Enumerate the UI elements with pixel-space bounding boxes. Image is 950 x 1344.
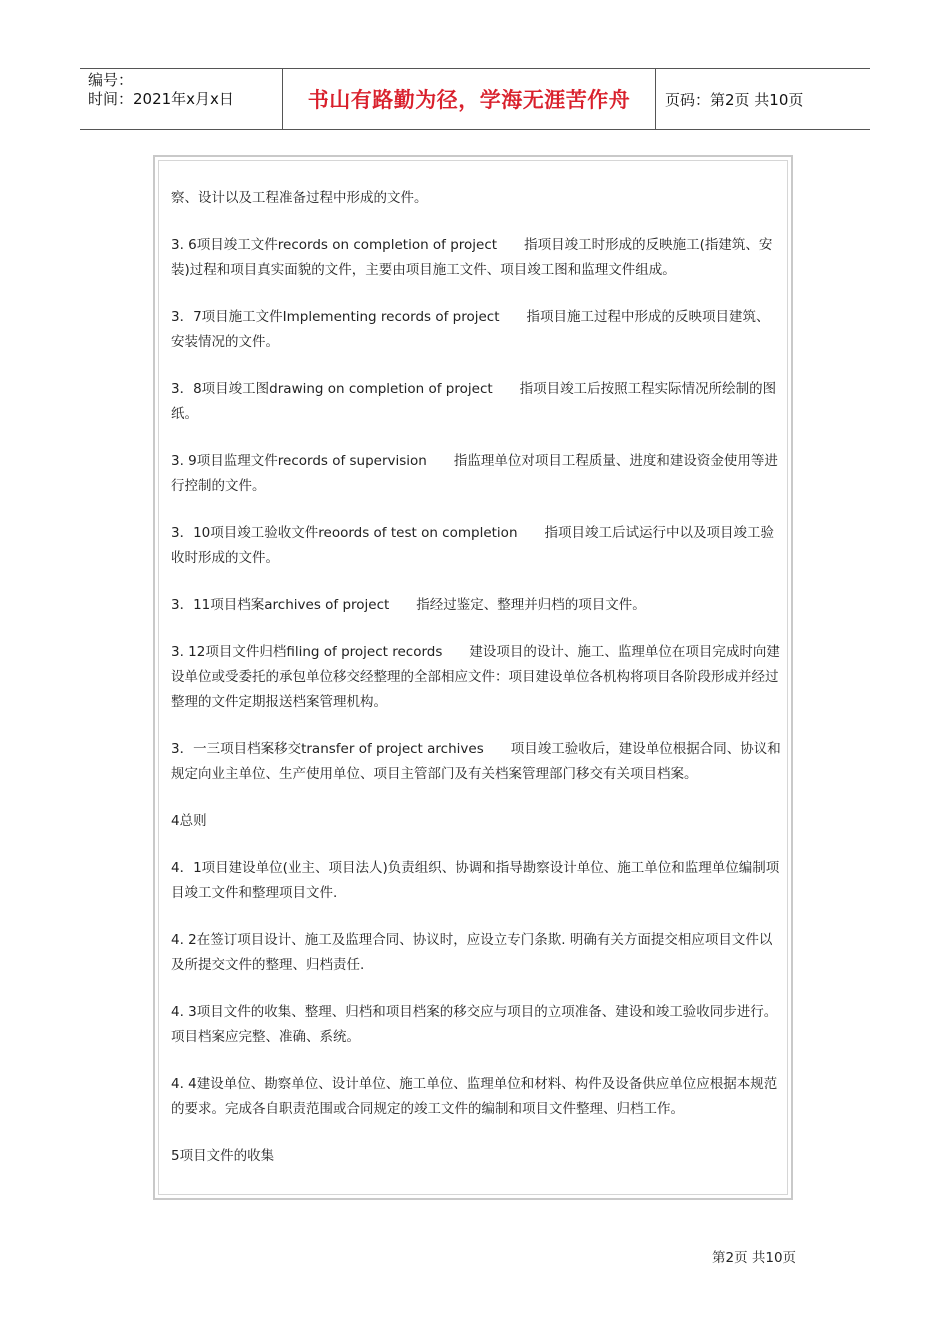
body-paragraph: 4. 2在签订项目设计、施工及监理合同、协议时，应设立专门条欺. 明确有关方面提交相应项目文件以及所提交文件的整理、归档责任. xyxy=(171,932,773,973)
section-heading: 5项目文件的收集 xyxy=(171,1148,275,1164)
header-page-info: 页码：第2页 共10页 xyxy=(665,90,804,109)
body-paragraph: 3. 9项目监理文件records of supervision 指监理单位对项目工程质量、进度和建设资金使用等进行控制的文件。 xyxy=(171,453,778,494)
body-paragraph: 3．10项目竣工验收文件reoords of test on completion 指项目竣工后试运行中以及项目竣工验收时形成的文件。 xyxy=(171,525,774,566)
body-paragraph: 3．7项目施工文件Implementing records of project 指项目施工过程中形成的反映项目建筑、安装情况的文件。 xyxy=(171,309,770,350)
header-divider xyxy=(655,69,656,129)
document-number-label: 编号： xyxy=(88,71,134,89)
body-paragraph: 察、设计以及工程准备过程中形成的文件。 xyxy=(171,190,428,206)
body-paragraph: 3．8项目竣工图drawing on completion of project 指项目竣工后按照工程实际情况所绘制的图纸。 xyxy=(171,381,777,422)
body-paragraph: 3. 6项目竣工文件records on completion of project 指项目竣工时形成的反映施工(指建筑、安装)过程和项目真实面貌的文件，主要由项目施工文件、项目竣工图和监理文件组成。 xyxy=(171,237,773,278)
page-header xyxy=(80,68,870,130)
body-paragraph: 4. 4建设单位、勘察单位、设计单位、施工单位、监理单位和材料、构件及设备供应单位应根据本规范的要求。完成各自职责范围或合同规定的竣工文件的编制和项目文件整理、归档工作。 xyxy=(171,1076,778,1117)
body-paragraph: 3．一三项目档案移交transfer of project archives 项目竣工验收后，建设单位根据合同、协议和规定向业主单位、生产使用单位、项目主管部门及有关档案管理部门移交有关项目档案。 xyxy=(171,741,781,782)
section-heading: 4总则 xyxy=(171,813,207,829)
body-paragraph: 3．11项目档案archives of project 指经过鉴定、整理并归档的项目文件。 xyxy=(171,597,646,613)
body-paragraph: 3. 12项目文件归档filing of project records 建设项目的设计、施工、监理单位在项目完成时向建设单位或受委托的承包单位移交经整理的全部相应文件：项目建设单位各机构将项目各阶段形成并经过整理的文件定期报送档案管理机构。 xyxy=(171,644,780,710)
document-date: 时间：2021年x月x日 xyxy=(88,90,234,108)
footer-page-info: 第2页 共10页 xyxy=(712,1250,797,1266)
document-body xyxy=(171,186,781,1191)
body-paragraph: 4．1项目建设单位(业主、项目法人)负责组织、协调和指导勘察设计单位、施工单位和监理单位编制项目竣工文件和整理项目文件. xyxy=(171,860,780,901)
header-motto: 书山有路勤为径，学海无涯苦作舟 xyxy=(307,88,631,112)
body-paragraph: 4. 3项目文件的收集、整理、归档和项目档案的移交应与项目的立项准备、建设和竣工验收同步进行。项目档案应完整、准确、系统。 xyxy=(171,1004,778,1045)
header-meta xyxy=(88,71,280,109)
